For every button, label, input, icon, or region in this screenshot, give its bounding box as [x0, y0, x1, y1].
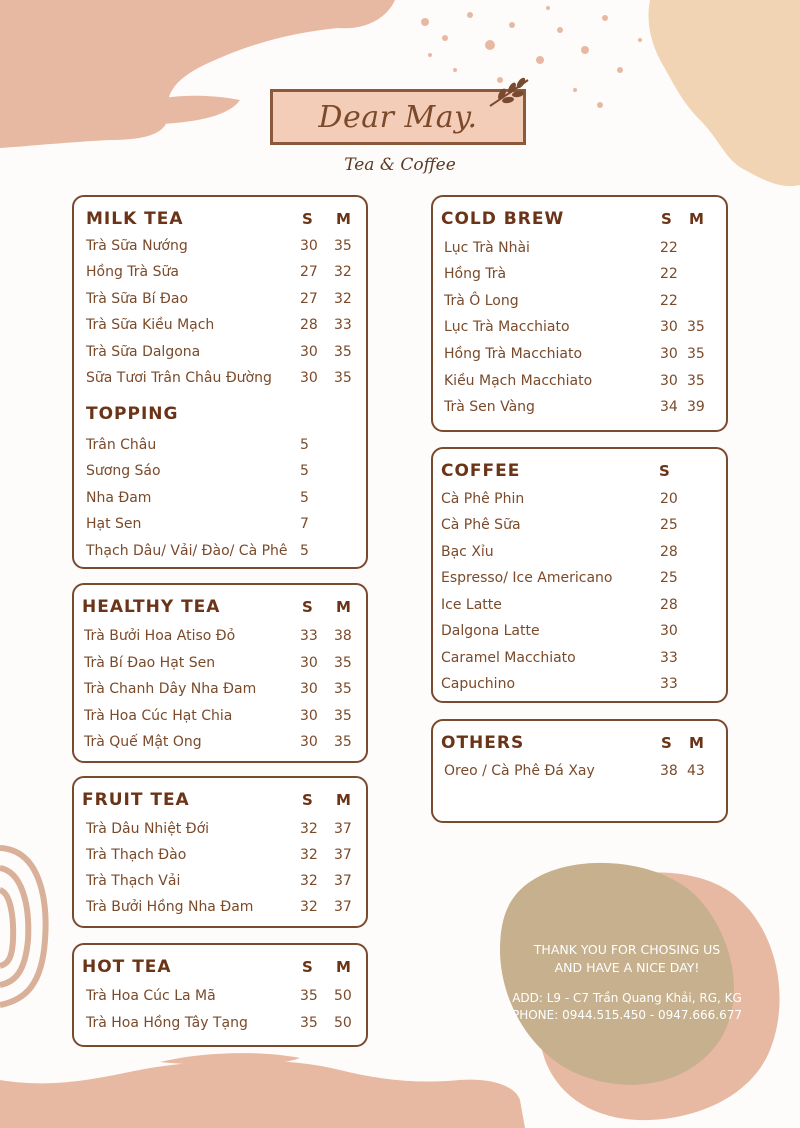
list-item: [86, 370, 356, 396]
list-item: [441, 623, 716, 649]
list-item: [441, 676, 716, 702]
thank-you-message: [497, 941, 757, 977]
thanks-line-1: THANK YOU FOR CHOSING US: [533, 942, 721, 957]
item-name: Cà Phê Sữa: [441, 517, 521, 533]
cold-brew-title: COLD BREW: [441, 209, 565, 229]
item-name: Trà Dâu Nhiệt Đới: [86, 821, 210, 837]
list-item: [444, 346, 719, 372]
price-m: 35: [334, 344, 352, 360]
milk-tea-title: MILK TEA: [86, 209, 184, 229]
size-s-header: S: [302, 210, 313, 228]
item-name: Trân Châu: [86, 437, 157, 453]
item-name: Trà Bưởi Hồng Nha Đam: [86, 899, 254, 915]
item-name: Bạc Xỉu: [441, 544, 494, 560]
item-name: Hồng Trà Sữa: [86, 264, 179, 280]
price-s: 35: [300, 1015, 318, 1031]
size-s-header: S: [302, 598, 313, 616]
item-name: Trà Chanh Dây Nha Đam: [84, 681, 257, 697]
thanks-line-2: AND HAVE A NICE DAY!: [554, 960, 700, 975]
list-item: [86, 437, 356, 463]
item-name: Trà Bưởi Hoa Atiso Đỏ: [84, 628, 236, 644]
list-item: [86, 264, 356, 290]
item-name: Caramel Macchiato: [441, 650, 576, 666]
list-item: [441, 544, 716, 570]
price-s: 25: [660, 517, 678, 533]
list-item: [86, 317, 356, 343]
price-m: 37: [334, 821, 352, 837]
item-name: Cà Phê Phin: [441, 491, 525, 507]
coffee-title: COFFEE: [441, 461, 521, 481]
list-item: [441, 597, 716, 623]
price-s: 30: [300, 370, 318, 386]
price-s: 38: [660, 763, 678, 779]
item-name: Lục Trà Nhài: [444, 240, 530, 256]
price-s: 7: [300, 516, 309, 532]
item-name: Hạt Sen: [86, 516, 142, 532]
list-item: [86, 490, 356, 516]
price-m: 33: [334, 317, 352, 333]
price-m: 35: [334, 681, 352, 697]
price-s: 32: [300, 873, 318, 889]
healthy-tea-title: HEALTHY TEA: [82, 597, 221, 617]
price-m: 32: [334, 291, 352, 307]
list-item: [86, 847, 356, 873]
fruit-tea-title: FRUIT TEA: [82, 790, 190, 810]
price-s: 28: [300, 317, 318, 333]
item-name: Trà Thạch Vải: [86, 873, 181, 889]
price-s: 27: [300, 264, 318, 280]
price-m: 50: [334, 1015, 352, 1031]
item-name: Espresso/ Ice Americano: [441, 570, 613, 586]
price-s: 30: [660, 346, 678, 362]
size-s-header: S: [661, 210, 672, 228]
price-s: 30: [660, 373, 678, 389]
item-name: Trà Hoa Hồng Tây Tạng: [86, 1015, 248, 1031]
list-item: [444, 399, 719, 425]
price-s: 28: [660, 544, 678, 560]
item-name: Trà Hoa Cúc La Mã: [86, 988, 216, 1004]
others-card: [431, 719, 728, 823]
size-s-header: S: [661, 734, 672, 752]
price-s: 30: [660, 319, 678, 335]
list-item: [84, 734, 356, 760]
item-name: Hồng Trà Macchiato: [444, 346, 583, 362]
contact-info: [497, 990, 757, 1024]
item-name: Trà Bí Đao Hạt Sen: [84, 655, 216, 671]
price-m: 43: [687, 763, 705, 779]
price-s: 30: [300, 681, 318, 697]
list-item: [86, 543, 356, 569]
price-s: 30: [300, 655, 318, 671]
price-s: 5: [300, 437, 309, 453]
list-item: [444, 319, 719, 345]
price-m: 35: [334, 370, 352, 386]
size-s-header: S: [302, 958, 313, 976]
list-item: [441, 517, 716, 543]
size-m-header: M: [689, 210, 704, 228]
price-m: 35: [334, 734, 352, 750]
price-s: 22: [660, 266, 678, 282]
price-s: 25: [660, 570, 678, 586]
price-s: 30: [660, 623, 678, 639]
topping-title: TOPPING: [86, 404, 179, 424]
item-name: Oreo / Cà Phê Đá Xay: [444, 763, 595, 779]
list-item: [444, 763, 719, 789]
coffee-card: [431, 447, 728, 703]
item-name: Trà Thạch Đào: [86, 847, 187, 863]
list-item: [441, 650, 716, 676]
price-m: 35: [687, 346, 705, 362]
list-item: [86, 516, 356, 542]
hot-tea-title: HOT TEA: [82, 957, 172, 977]
price-m: 37: [334, 847, 352, 863]
healthy-tea-card: [72, 583, 368, 763]
list-item: [441, 491, 716, 517]
brush-stroke-top-right: [648, 0, 800, 186]
list-item: [86, 238, 356, 264]
price-m: 35: [334, 708, 352, 724]
price-s: 33: [660, 650, 678, 666]
item-name: Thạch Dâu/ Vải/ Đào/ Cà Phê: [86, 543, 288, 559]
hot-tea-card: [72, 943, 368, 1047]
item-name: Capuchino: [441, 676, 516, 692]
item-name: Trà Ô Long: [444, 293, 519, 309]
milk-tea-card: [72, 195, 368, 569]
others-title: OTHERS: [441, 733, 525, 753]
price-m: 35: [334, 238, 352, 254]
list-item: [444, 266, 719, 292]
price-s: 5: [300, 463, 309, 479]
item-name: Trà Quế Mật Ong: [84, 734, 202, 750]
price-m: 38: [334, 628, 352, 644]
price-s: 20: [660, 491, 678, 507]
leaf-icon: [488, 76, 532, 110]
item-name: Dalgona Latte: [441, 623, 540, 639]
item-name: Trà Sữa Nướng: [86, 238, 188, 254]
price-m: 37: [334, 899, 352, 915]
list-item: [86, 873, 356, 899]
item-name: Sương Sáo: [86, 463, 161, 479]
list-item: [444, 293, 719, 319]
price-s: 34: [660, 399, 678, 415]
item-name: Trà Sen Vàng: [444, 399, 535, 415]
item-name: Trà Sữa Kiều Mạch: [86, 317, 215, 333]
list-item: [86, 463, 356, 489]
price-s: 32: [300, 899, 318, 915]
price-s: 30: [300, 238, 318, 254]
list-item: [444, 373, 719, 399]
list-item: [86, 1015, 356, 1041]
item-name: Kiều Mạch Macchiato: [444, 373, 593, 389]
fruit-tea-card: [72, 776, 368, 928]
phone: PHONE: 0944.515.450 - 0947.666.677: [511, 1008, 743, 1022]
price-s: 22: [660, 240, 678, 256]
list-item: [444, 240, 719, 266]
price-s: 35: [300, 988, 318, 1004]
item-name: Lục Trà Macchiato: [444, 319, 570, 335]
list-item: [86, 988, 356, 1014]
size-s-header: S: [659, 462, 670, 480]
item-name: Trà Sữa Bí Đao: [86, 291, 189, 307]
price-s: 30: [300, 734, 318, 750]
price-s: 5: [300, 543, 309, 559]
price-m: 35: [334, 655, 352, 671]
list-item: [84, 708, 356, 734]
size-m-header: M: [689, 734, 704, 752]
price-m: 37: [334, 873, 352, 889]
list-item: [86, 821, 356, 847]
size-m-header: M: [336, 791, 351, 809]
concentric-lines: [0, 848, 46, 1005]
item-name: Trà Hoa Cúc Hạt Chia: [84, 708, 233, 724]
size-m-header: M: [336, 598, 351, 616]
price-s: 5: [300, 490, 309, 506]
cold-brew-card: [431, 195, 728, 432]
price-s: 32: [300, 847, 318, 863]
price-s: 33: [660, 676, 678, 692]
item-name: Hồng Trà: [444, 266, 507, 282]
list-item: [84, 655, 356, 681]
price-s: 27: [300, 291, 318, 307]
size-s-header: S: [302, 791, 313, 809]
price-m: 39: [687, 399, 705, 415]
size-m-header: M: [336, 958, 351, 976]
price-s: 33: [300, 628, 318, 644]
size-m-header: M: [336, 210, 351, 228]
price-s: 30: [300, 344, 318, 360]
item-name: Ice Latte: [441, 597, 502, 613]
brush-stroke-bottom: [0, 1060, 525, 1128]
list-item: [86, 344, 356, 370]
price-m: 50: [334, 988, 352, 1004]
price-s: 22: [660, 293, 678, 309]
price-m: 35: [687, 373, 705, 389]
price-m: 32: [334, 264, 352, 280]
item-name: Nha Đam: [86, 490, 152, 506]
price-s: 30: [300, 708, 318, 724]
list-item: [84, 681, 356, 707]
brand-name: Dear May.: [318, 99, 478, 135]
address: ADD: L9 - C7 Trần Quang Khải, RG, KG: [512, 991, 742, 1005]
brand-tagline: Tea & Coffee: [344, 155, 456, 175]
price-s: 28: [660, 597, 678, 613]
list-item: [441, 570, 716, 596]
price-m: 35: [687, 319, 705, 335]
list-item: [86, 899, 356, 925]
list-item: [84, 628, 356, 654]
price-s: 32: [300, 821, 318, 837]
list-item: [86, 291, 356, 317]
item-name: Sữa Tươi Trân Châu Đường: [86, 370, 272, 386]
item-name: Trà Sữa Dalgona: [86, 344, 201, 360]
